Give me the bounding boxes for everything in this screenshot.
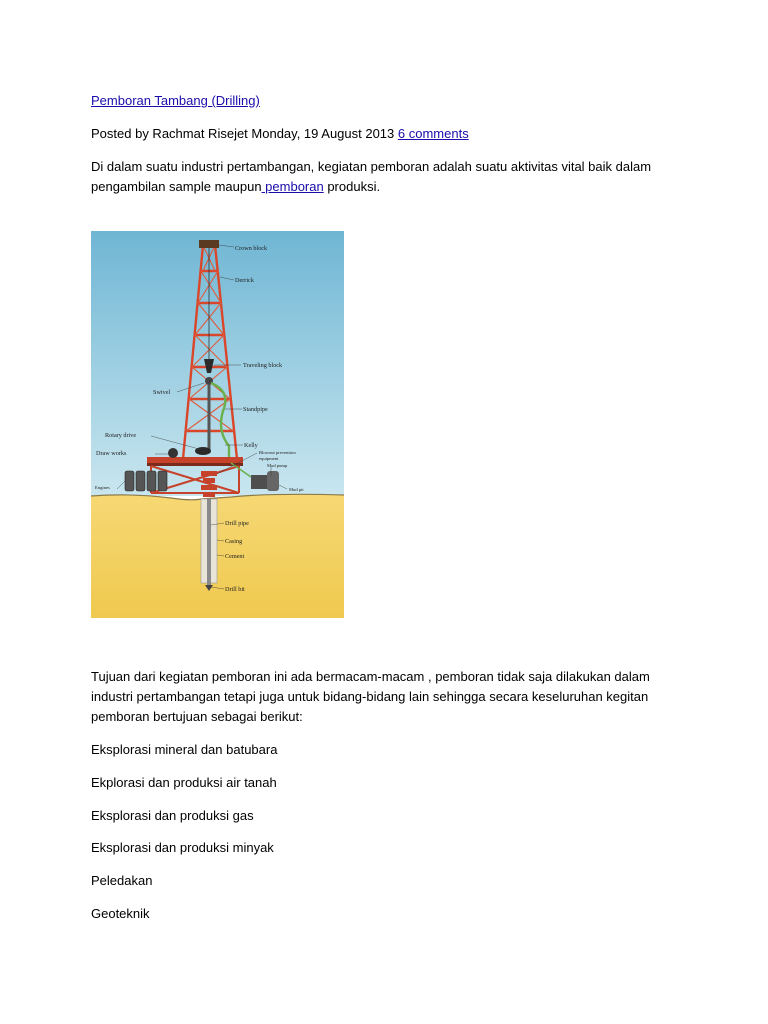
mud-pit [267, 471, 279, 491]
intro-suffix: produksi. [323, 179, 381, 194]
label-drill-bit: Drill bit [225, 586, 245, 593]
intro-line-1: Di dalam suatu industri pertambangan, kegiatan pemboran adalah suatu aktivitas vital baik dalam [91, 159, 652, 174]
purpose-line-2: industri pertambangan tetapi juga untuk bidang-bidang lain sehingga secara keseluruhan kegitan [91, 689, 649, 704]
post-meta-text: Posted by Rachmat Risejet Monday, 19 August 2013 [91, 126, 398, 141]
post-meta [91, 125, 469, 143]
crown-block [199, 240, 219, 248]
pemboran-link[interactable]: pemboran [261, 179, 324, 194]
label-swivel: Swivel [153, 389, 171, 396]
label-blowout-2: equipment [259, 456, 279, 461]
intro-line-2 [91, 178, 380, 196]
label-casing: Casing [225, 538, 243, 545]
drilling-rig-svg [91, 231, 344, 618]
label-draw-works: Draw works [96, 450, 127, 457]
list-item: Eksplorasi dan produksi minyak [91, 840, 274, 855]
list-item: Ekplorasi dan produksi air tanah [91, 775, 277, 790]
post-title [91, 92, 260, 110]
label-traveling-block: Traveling block [243, 362, 283, 369]
label-mud-pit: Mud pit [289, 487, 304, 492]
list-item: Geoteknik [91, 906, 150, 921]
list-item: Eksplorasi mineral dan batubara [91, 742, 278, 757]
draw-works [168, 448, 178, 458]
label-engines: Engines [95, 485, 110, 490]
purpose-line-1: Tujuan dari kegiatan pemboran ini ada bermacam-macam , pemboran tidak saja dilakukan dalam [91, 669, 650, 684]
comments-link[interactable]: 6 comments [397, 126, 469, 141]
label-standpipe: Standpipe [243, 406, 268, 413]
label-drill-pipe: Drill pipe [225, 520, 249, 527]
list-item: Peledakan [91, 873, 153, 888]
post-title-link[interactable]: Pemboran Tambang (Drilling) [91, 93, 260, 108]
label-kelly: Kelly [244, 442, 258, 449]
label-cement: Cement [225, 553, 245, 560]
rotary-drive [195, 447, 211, 455]
label-blowout-1: Blowout prevention [259, 450, 296, 455]
label-rotary-drive: Rotary drive [105, 432, 137, 439]
rig-floor [147, 457, 243, 463]
label-mud-pump: Mud pump [267, 463, 288, 468]
intro-text: pengambilan sample maupun [91, 179, 262, 194]
label-crown-block: Crown block [235, 245, 268, 252]
ground [91, 494, 344, 618]
drill-pipe [207, 499, 211, 585]
label-derrick: Derrick [235, 277, 254, 284]
list-item: Eksplorasi dan produksi gas [91, 808, 254, 823]
purpose-line-3: pemboran bertujuan sebagai berikut: [91, 709, 303, 724]
drilling-rig-diagram [91, 231, 344, 618]
